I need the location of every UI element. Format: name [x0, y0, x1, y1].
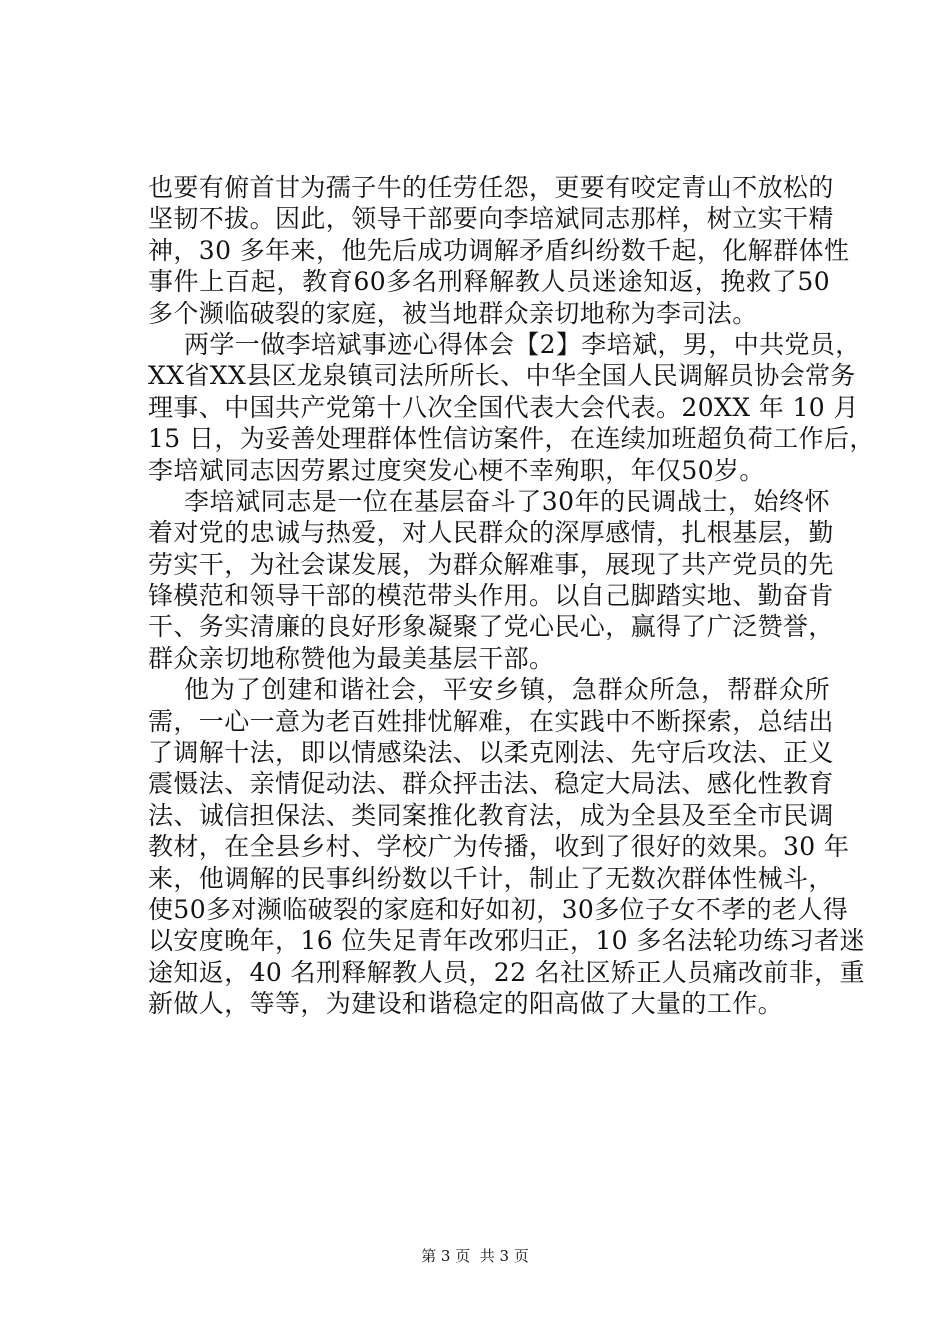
text-line: 理事、中国共产党第十八次全国代表大会代表。20XX 年 10 月	[148, 392, 859, 422]
text-line: 多个濒临破裂的家庭，被当地群众亲切地称为李司法。	[148, 298, 758, 328]
paragraph-4	[148, 674, 865, 1019]
paragraph-3	[148, 486, 834, 674]
text-line: XX省XX县区龙泉镇司法所所长、中华全国人民调解员协会常务	[148, 361, 856, 391]
text-line: 锋模范和领导干部的模范带头作用。以自己脚踏实地、勤奋肯	[148, 581, 834, 611]
text-line: 事件上百起，教育60多名刑释解教人员迷途知返，挽救了50	[148, 267, 830, 297]
text-line: 了调解十法，即以情感染法、以柔克刚法、先守后攻法、正义	[148, 738, 834, 768]
text-line: 震慑法、亲情促动法、群众抨击法、稳定大局法、感化性教育	[148, 769, 834, 799]
text-line: 以安度晚年，16 位失足青年改邪归正，10 多名法轮功练习者迷	[148, 926, 865, 956]
text-line: 两学一做李培斌事迹心得体会【2】李培斌，男，中共党员，	[184, 329, 861, 359]
text-line: 来，他调解的民事纠纷数以千计，制止了无数次群体性械斗，	[148, 863, 834, 893]
text-line: 也要有俯首甘为孺子牛的任劳任怨，更要有咬定青山不放松的	[148, 173, 834, 202]
text-line: 法、诚信担保法、类同案推化教育法，成为全县及至全市民调	[148, 800, 834, 830]
text-line: 干、务实清廉的良好形象凝聚了党心民心，赢得了广泛赞誉，	[148, 612, 834, 642]
text-line: 群众亲切地称赞他为最美基层干部。	[148, 643, 555, 673]
text-line: 神，30 多年来，他先后成功调解矛盾纠纷数千起，化解群体性	[148, 235, 850, 265]
paragraph-2	[148, 329, 875, 486]
page-footer	[0, 1246, 950, 1266]
text-line: 使50多对濒临破裂的家庭和好如初，30多位子女不孝的老人得	[148, 894, 849, 924]
text-line: 李培斌同志因劳累过度突发心梗不幸殉职，年仅50岁。	[148, 455, 765, 485]
text-line: 劳实干，为社会谋发展，为群众解难事，展现了共产党员的先	[148, 549, 834, 579]
text-line: 他为了创建和谐社会，平安乡镇，急群众所急，帮群众所	[184, 675, 830, 705]
text-line: 李培斌同志是一位在基层奋斗了30年的民调战士，始终怀	[184, 486, 830, 516]
page-number: 第 3 页 共 3 页	[421, 1247, 529, 1265]
text-line: 坚韧不拔。因此，领导干部要向李培斌同志那样，树立实干精	[148, 204, 834, 234]
text-line: 新做人，等等，为建设和谐稳定的阳高做了大量的工作。	[148, 989, 784, 1019]
text-line: 15 日，为妥善处理群体性信访案件，在连续加班超负荷工作后，	[148, 424, 875, 454]
text-line: 途知返，40 名刑释解教人员，22 名社区矫正人员痛改前非，重	[148, 957, 865, 987]
text-line: 需，一心一意为老百姓排忧解难，在实践中不断探索，总结出	[148, 706, 834, 736]
text-line: 教材，在全县乡村、学校广为传播，收到了很好的效果。30 年	[148, 832, 850, 862]
text-line: 着对党的忠诚与热爱，对人民群众的深厚感情，扎根基层，勤	[148, 518, 834, 548]
document-body	[148, 172, 875, 1020]
paragraph-1	[148, 172, 850, 329]
